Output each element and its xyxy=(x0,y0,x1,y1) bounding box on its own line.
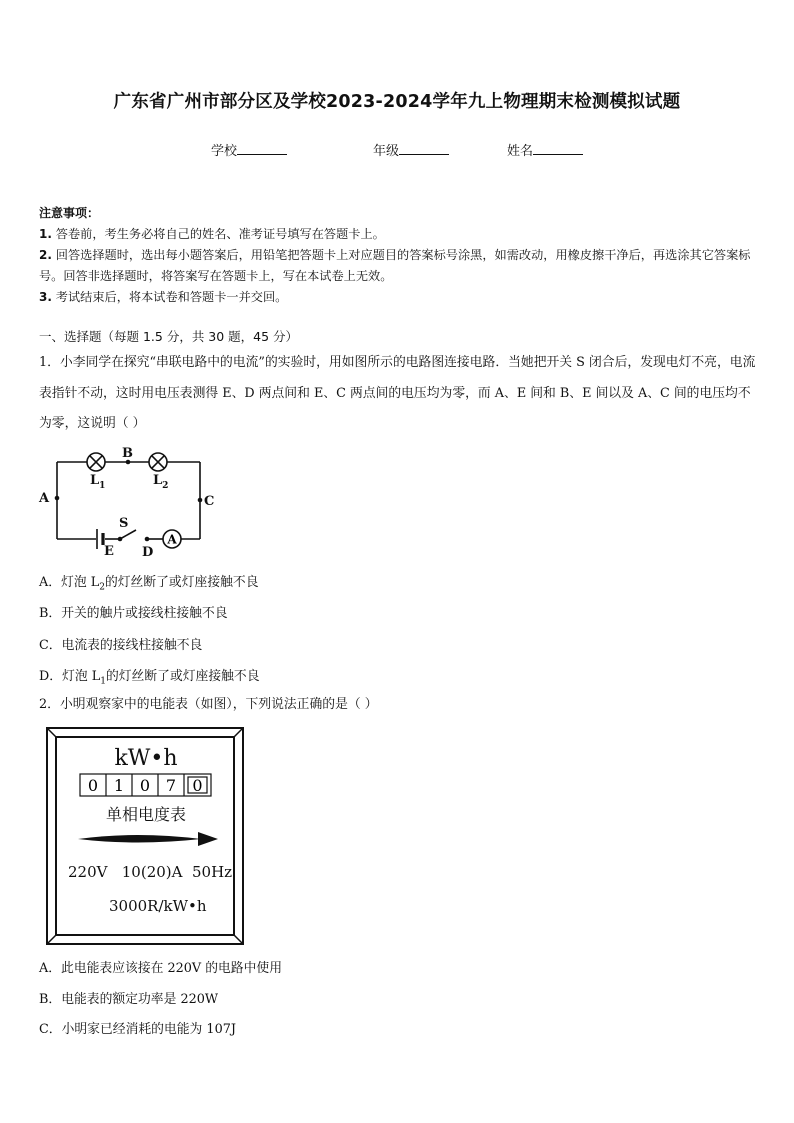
junction-dots xyxy=(55,460,203,542)
label-d: D xyxy=(142,545,154,560)
grade-field xyxy=(373,140,449,159)
question-2-text: 2．小明观察家中的电能表（如图），下列说法正确的是（ ） xyxy=(39,697,378,712)
exam-notes xyxy=(39,203,759,308)
q1-option-d[interactable]: D．灯泡 $L_1$的灯丝断了或灯座接触不良 xyxy=(39,669,260,687)
school-field xyxy=(211,140,287,159)
label-a: A xyxy=(39,491,50,506)
meter-unit: kW•h xyxy=(114,746,178,771)
lamp-l1-icon xyxy=(87,453,105,471)
label-c: C xyxy=(204,494,215,509)
note-num: 2. xyxy=(39,248,52,262)
note-item-1 xyxy=(39,224,759,245)
school-label: 学校 xyxy=(211,144,238,159)
section-heading: 一、选择题（每题 1.5 分，共 30 题，45 分） xyxy=(39,329,299,344)
name-field xyxy=(507,140,583,159)
q1-option-b[interactable]: B．开关的触片或接线柱接触不良 xyxy=(39,606,228,621)
battery-icon xyxy=(97,529,103,549)
ammeter-icon xyxy=(163,530,181,548)
electric-meter-diagram xyxy=(46,727,246,947)
page-title: 广东省广州市部分区及学校2023-2024学年九上物理期末检测模拟试题 xyxy=(113,92,681,112)
ammeter-label: A xyxy=(167,532,177,547)
label-s: S xyxy=(119,516,129,531)
note-num: 3. xyxy=(39,290,52,304)
note-text: 考试结束后，将本试卷和答题卡一并交回。 xyxy=(55,290,288,304)
q2-option-a[interactable]: A．此电能表应该接在 220V 的电路中使用 xyxy=(39,961,282,976)
note-item-2 xyxy=(39,245,759,287)
note-item-3 xyxy=(39,287,759,308)
q1-option-a[interactable]: A．灯泡 $L_2$的灯丝断了或灯座接触不良 xyxy=(39,575,259,593)
note-text: 答卷前，考生务必将自己的姓名、准考证号填写在答题卡上。 xyxy=(55,227,385,241)
label-b: B xyxy=(122,446,133,461)
school-blank[interactable] xyxy=(237,141,287,155)
question-1-text: 1．小李同学在探究“串联电路中的电流”的实验时，用如图所示的电路图连接电路．当她把开关 S 闭合后，发现电灯不亮，电流表指针不动，这时用电压表测得 E、D 两点间和 E、C 两点间的电压均为零，而 A、E 间和 B、E 间以及 A、C 间的电压均不为零，这说明（ ） xyxy=(39,355,756,431)
grade-label: 年级 xyxy=(373,144,400,159)
counter-digit-decimal: 0 xyxy=(192,776,203,795)
grade-blank[interactable] xyxy=(399,141,449,155)
circuit-diagram xyxy=(36,443,226,563)
counter-digit: 7 xyxy=(165,776,177,795)
note-num: 1. xyxy=(39,227,52,241)
counter-digit: 0 xyxy=(139,776,151,795)
lamp-l2-icon xyxy=(149,453,167,471)
meter-spec: 220V 10(20)A 50Hz xyxy=(68,863,233,881)
label-l2: $L_2$ xyxy=(153,473,169,491)
notes-heading: 注意事项： xyxy=(39,206,100,220)
label-l1: $L_1$ xyxy=(90,473,106,491)
meter-name: 单相电度表 xyxy=(105,805,187,824)
student-info-row xyxy=(0,140,794,160)
counter-digit: 1 xyxy=(113,776,125,795)
meter-counter xyxy=(80,774,211,796)
label-e: E xyxy=(104,544,114,559)
name-blank[interactable] xyxy=(533,141,583,155)
q1-option-c[interactable]: C．电流表的接线柱接触不良 xyxy=(39,638,203,653)
meter-rev: 3000R/kW•h xyxy=(109,897,207,915)
q2-option-c[interactable]: C．小明家已经消耗的电能为 107J xyxy=(39,1022,236,1037)
name-label: 姓名 xyxy=(507,144,534,159)
note-text: 回答选择题时，选出每小题答案后，用铅笔把答题卡上对应题目的答案标号涂黑，如需改动，用橡皮擦干净后，再选涂其它答案标号。回答非选择题时，将答案写在答题卡上，写在本试卷上无效。 xyxy=(39,248,751,283)
q2-option-b[interactable]: B．电能表的额定功率是 220W xyxy=(39,992,219,1007)
counter-digit: 0 xyxy=(87,776,99,795)
